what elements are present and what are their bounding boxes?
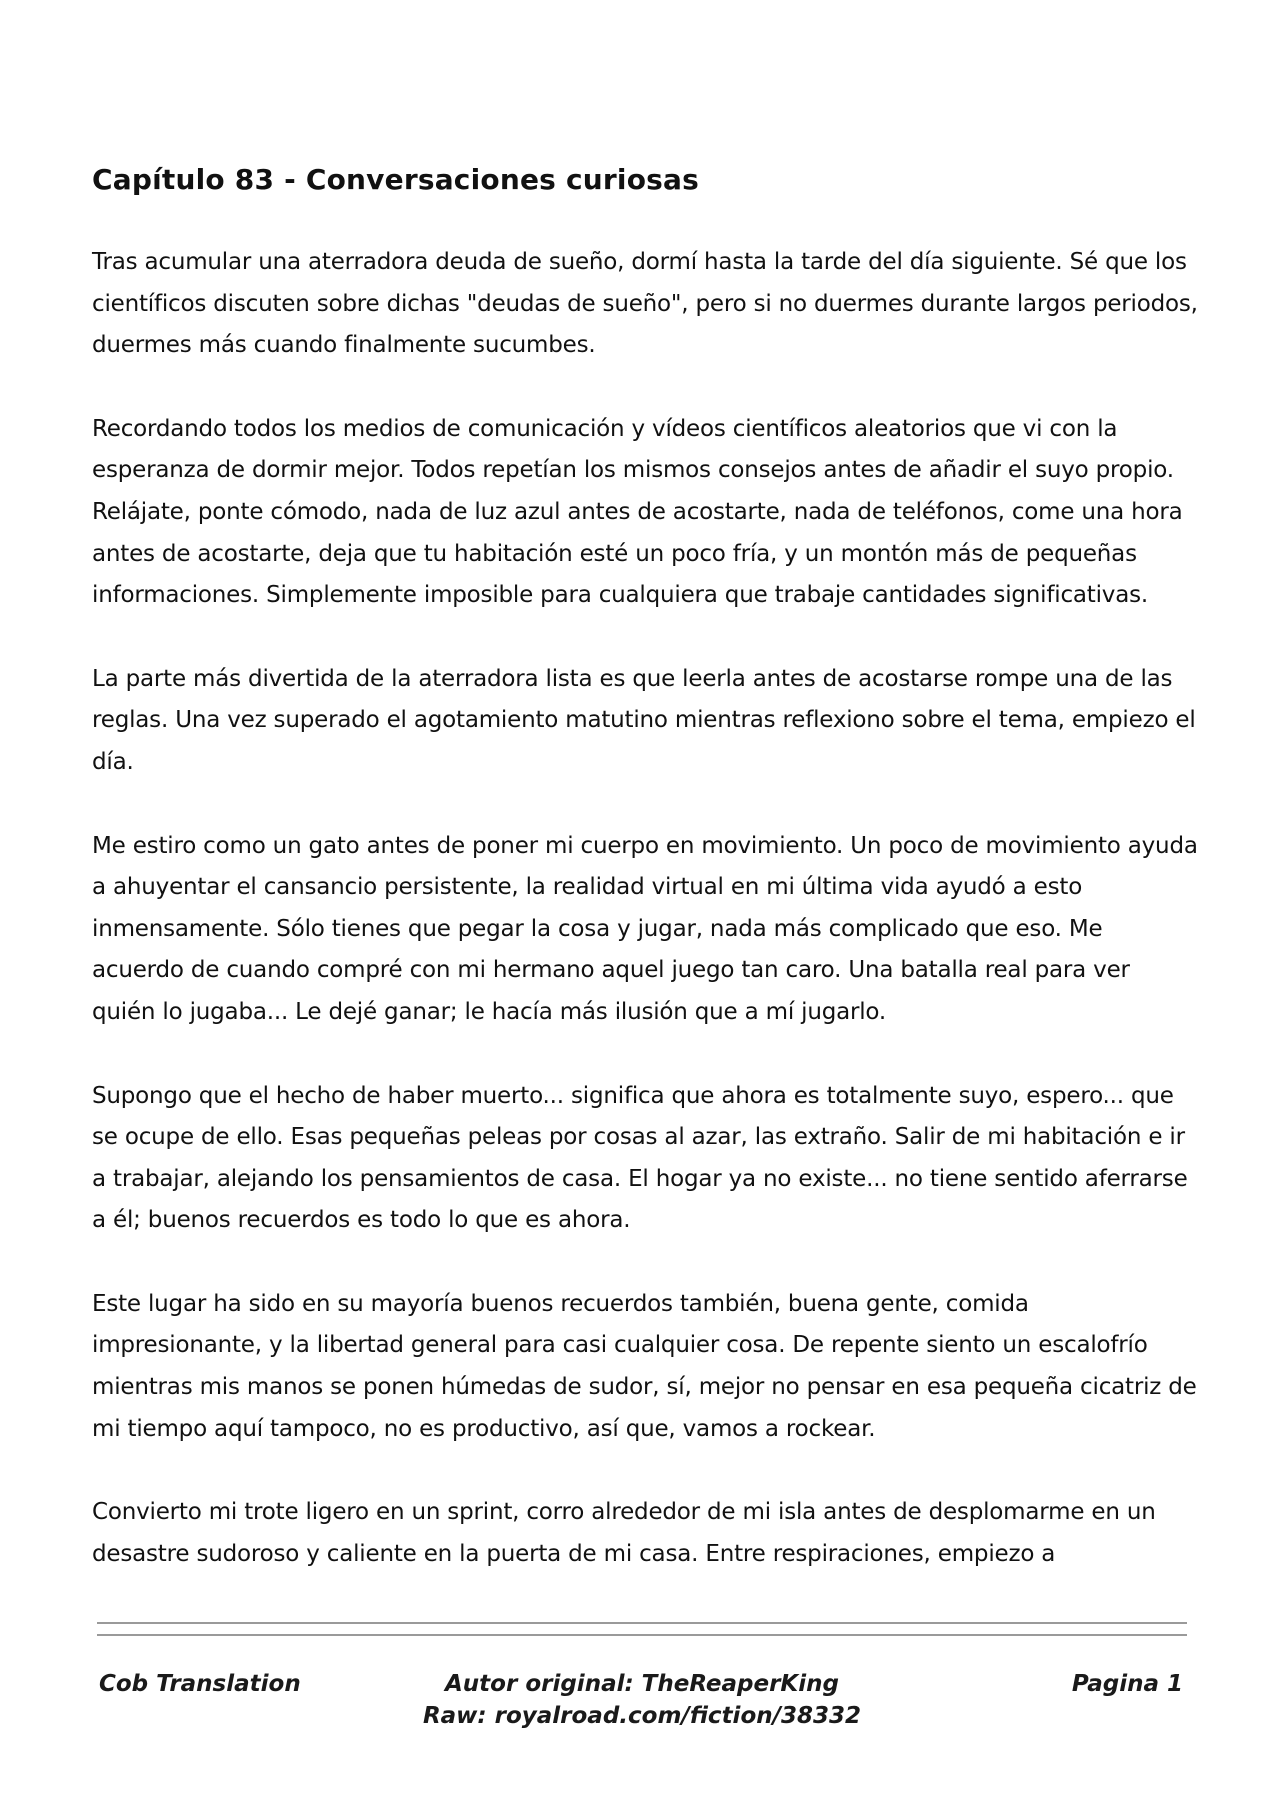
paragraph: Recordando todos los medios de comunicación y vídeos científicos aleatorios que vi con la esperanza de dormir mejor. Todos repetían los mismos consejos antes de añadir el suyo propio. Relájate, ponte cómodo, nada de luz azul antes de acostarte, nada de teléfonos, come una hora antes de acostarte, deja que tu habitación esté un poco fría, y un montón más de pequeñas informaciones. Simplemente imposible para cualquiera que trabaje cantidades significativas. xyxy=(92,415,1183,609)
footer-divider xyxy=(97,1634,1187,1636)
chapter-title: Capítulo 83 - Conversaciones curiosas xyxy=(92,163,699,196)
paragraph: La parte más divertida de la aterradora lista es que leerla antes de acostarse rompe una de las reglas. Una vez superado el agotamiento matutino mientras reflexiono sobre el tema, empiezo el día. xyxy=(92,665,1196,775)
paragraph: Tras acumular una aterradora deuda de sueño, dormí hasta la tarde del día siguiente. Sé que los científicos discuten sobre dichas "deudas de sueño", pero si no duermes durante largos periodos, duermes más cuando finalmente sucumbes. xyxy=(92,249,1198,359)
paragraph: Este lugar ha sido en su mayoría buenos recuerdos también, buena gente, comida impresionante, y la libertad general para casi cualquier cosa. De repente siento un escalofrío mientras mis manos se ponen húmedas de sudor, sí, mejor no pensar en esa pequeña cicatriz de mi tiempo aquí tampoco, no es productivo, así que, vamos a rockear. xyxy=(92,1290,1197,1442)
original-author: Autor original: TheReaperKing xyxy=(445,1671,839,1697)
page-number: Pagina 1 xyxy=(1071,1671,1183,1697)
translator-credit: Cob Translation xyxy=(99,1671,301,1697)
footer-divider xyxy=(97,1622,1187,1624)
source-link: Raw: royalroad.com/fiction/38332 xyxy=(422,1703,862,1729)
chapter-body xyxy=(92,242,1200,1617)
paragraph: Me estiro como un gato antes de poner mi cuerpo en movimiento. Un poco de movimiento ayuda a ahuyentar el cansancio persistente, la realidad virtual en mi última vida ayudó a esto inmensamente. Sólo tienes que pegar la cosa y jugar, nada más complicado que eso. Me acuerdo de cuando compré con mi hermano aquel juego tan caro. Una batalla real para ver quién lo jugaba... Le dejé ganar; le hacía más ilusión que a mí jugarlo. xyxy=(92,832,1198,1025)
paragraph: Supongo que el hecho de haber muerto... significa que ahora es totalmente suyo, espero... que se ocupe de ello. Esas pequeñas peleas por cosas al azar, las extraño. Salir de mi habitación e ir a trabajar, alejando los pensamientos de casa. El hogar ya no existe... no tiene sentido aferrarse a él; buenos recuerdos es todo lo que es ahora. xyxy=(92,1082,1188,1234)
paragraph: Convierto mi trote ligero en un sprint, corro alrededor de mi isla antes de desplomarme en un desastre sudoroso y caliente en la puerta de mi casa. Entre respiraciones, empiezo a xyxy=(92,1499,1156,1567)
author-credit xyxy=(97,1668,1187,1732)
